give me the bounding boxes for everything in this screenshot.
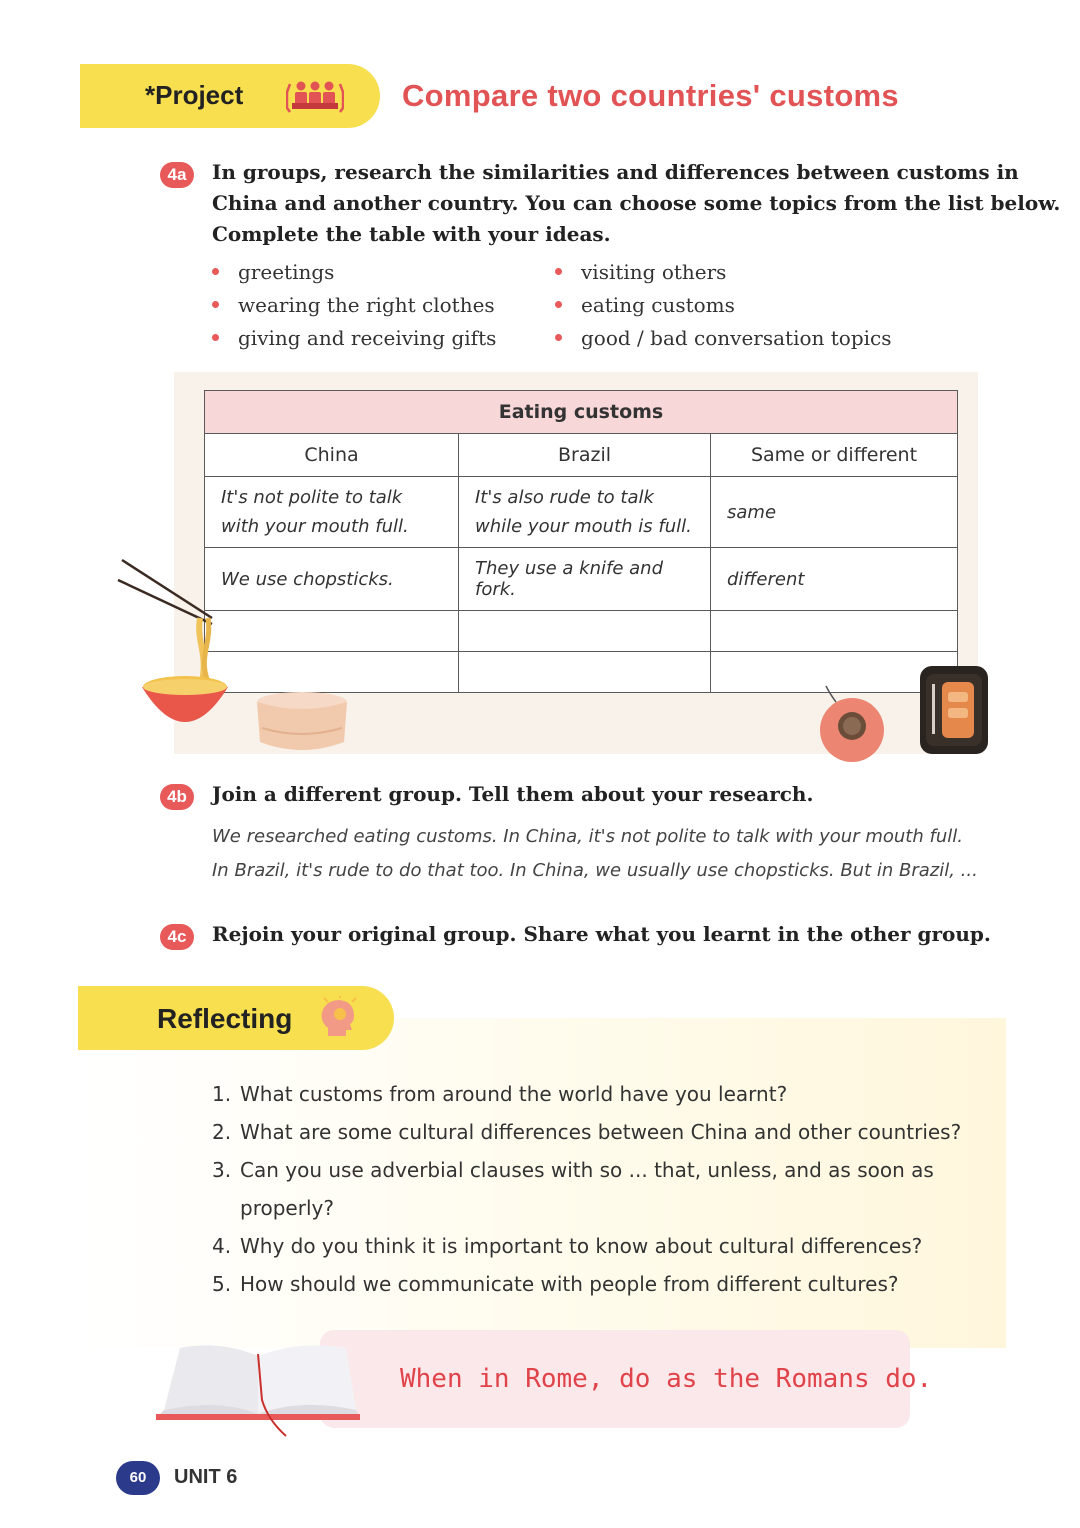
reflecting-question: 1. What customs from around the world have you learnt? <box>212 1082 788 1106</box>
instruction-line: China and another country. You can choose some topics from the list below. <box>212 191 1061 215</box>
reflecting-question: 3. Can you use adverbial clauses with so ... that, unless, and as soon as <box>212 1158 934 1182</box>
drink-cup-icon <box>814 684 890 764</box>
bullet-icon <box>212 301 219 308</box>
unit-label: UNIT 6 <box>174 1466 238 1488</box>
table-cell: same <box>711 477 958 548</box>
knife-fork-plate-icon <box>918 664 990 756</box>
reflecting-question: 4. Why do you think it is important to know about cultural differences? <box>212 1234 923 1258</box>
table-row <box>205 611 958 652</box>
open-book-icon <box>150 1340 365 1440</box>
topic-item: visiting others <box>555 260 726 284</box>
noodle-bowl-chopsticks-icon <box>112 552 242 732</box>
task-4b-badge: 4b <box>160 784 194 810</box>
example-line: We researched eating customs. In China, it's not polite to talk with your mouth full. <box>212 826 963 847</box>
reflecting-question: properly? <box>240 1196 334 1220</box>
bullet-icon <box>212 268 219 275</box>
topic-item: eating customs <box>555 293 735 317</box>
group-people-icon <box>286 78 344 116</box>
bullet-icon <box>212 334 219 341</box>
topic-item: giving and receiving gifts <box>212 326 496 350</box>
table-cell <box>459 652 711 693</box>
table-cell: They use a knife and fork. <box>459 548 711 611</box>
task-4b-instruction: Join a different group. Tell them about your research. <box>212 782 814 806</box>
instruction-line: Complete the table with your ideas. <box>212 222 611 246</box>
table-row <box>205 477 958 548</box>
table-cell <box>711 611 958 652</box>
bullet-icon <box>555 334 562 341</box>
bullet-icon <box>555 301 562 308</box>
topic-item: greetings <box>212 260 334 284</box>
example-line: In Brazil, it's rude to do that too. In China, we usually use chopsticks. But in Brazil, ... <box>212 860 978 881</box>
table-cell: It's not polite to talk with your mouth full. <box>205 477 459 548</box>
bullet-icon <box>555 268 562 275</box>
customs-table <box>204 390 958 693</box>
task-4c-instruction: Rejoin your original group. Share what you learnt in the other group. <box>212 922 991 946</box>
table-title: Eating customs <box>205 391 958 434</box>
topic-item: good / bad conversation topics <box>555 326 892 350</box>
reflecting-label: Reflecting <box>157 1003 293 1034</box>
table-cell <box>459 611 711 652</box>
table-cell: It's also rude to talk while your mouth is full. <box>459 477 711 548</box>
steamed-bun-basket-icon <box>252 688 352 758</box>
reflecting-background <box>80 1018 1006 1348</box>
table-cell: different <box>711 548 958 611</box>
reflecting-question: 5. How should we communicate with people from different cultures? <box>212 1272 899 1296</box>
column-header: Brazil <box>459 434 711 477</box>
table-row <box>205 548 958 611</box>
table-cell: We use chopsticks. <box>205 548 459 611</box>
instruction-line: In groups, research the similarities and differences between customs in <box>212 160 1019 184</box>
project-label: *Project <box>145 80 244 110</box>
project-title: Compare two countries' customs <box>402 78 899 113</box>
topic-item: wearing the right clothes <box>212 293 495 317</box>
task-4a-instructions <box>212 157 1060 250</box>
column-header: China <box>205 434 459 477</box>
table-cell <box>205 652 459 693</box>
proverb-text: When in Rome, do as the Romans do. <box>400 1364 933 1394</box>
thinking-head-icon <box>318 996 360 1042</box>
task-4a-badge: 4a <box>160 162 194 188</box>
column-header: Same or different <box>711 434 958 477</box>
task-4c-badge: 4c <box>160 924 194 950</box>
table-cell <box>205 611 459 652</box>
reflecting-question: 2. What are some cultural differences between China and other countries? <box>212 1120 962 1144</box>
page-number-badge: 60 <box>116 1461 160 1495</box>
